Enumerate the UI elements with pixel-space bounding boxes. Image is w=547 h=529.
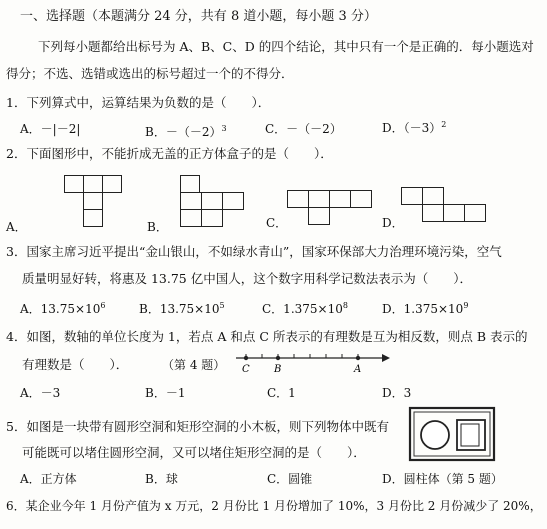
section-heading: 一、选择题（本题满分 24 分，共有 8 道小题，每小题 3 分） [20, 9, 377, 24]
q4-option-c: C．1 [267, 386, 296, 400]
q6-stem: 6．某企业今年 1 月份产值为 x 万元，2 月份比 1 月份增加了 10%，3 月份比 2 月份减少了 20%， [6, 499, 542, 513]
point-b [276, 356, 280, 360]
q5-stem-line1: 5．如图是一块带有圆形空洞和矩形空洞的小木板，则下列物体中既有 [6, 419, 389, 434]
q3-stem-line2: 质量明显好转，将惠及 13.75 亿中国人，这个数字用科学记数法表示为（ ）． [22, 271, 472, 286]
q2-stem: 2．下面图形中，不能折成无盖的正方体盒子的是（ ）． [6, 146, 333, 161]
q4-stem-line2: 有理数是（ ）． [22, 357, 129, 372]
q5-option-c: C．圆锥 [267, 472, 313, 486]
q4-stem-line1: 4．如图，数轴的单位长度为 1，若点 A 和点 C 所表示的有理数是互为相反数，则点 B 表示的 [6, 329, 528, 344]
q3-option-b: B．$13.75\times 10^5$ [139, 301, 225, 316]
q4-figure-caption: （第 4 题） [162, 358, 226, 372]
q2-option-d: D． [382, 216, 404, 230]
q5-wooden-board [408, 406, 498, 464]
number-line-arrow [382, 354, 390, 362]
circular-hole [421, 421, 449, 449]
label-b: B [274, 364, 282, 375]
q5-option-a: A．正方体 [20, 472, 77, 486]
point-c [244, 356, 248, 360]
q4-option-a: A．－3 [20, 386, 61, 400]
q5-option-d: D．圆柱体（第 5 题） [382, 472, 503, 486]
q4-number-line [232, 348, 392, 378]
q3-option-a: A．$13.75\times 10^6$ [20, 301, 106, 316]
q4-option-b: B．－1 [145, 386, 186, 400]
q2-option-b: B． [147, 220, 168, 234]
q5-stem-line2: 可能既可以堵住圆形空洞，又可以堵住矩形空洞的是（ ）． [22, 445, 366, 460]
q4-option-d: D．3 [382, 386, 412, 400]
q2-option-c: C． [266, 216, 288, 230]
q1-stem: 1．下列算式中，运算结果为负数的是（ ）． [6, 95, 271, 110]
q5-option-b: B．球 [145, 472, 178, 486]
q1-option-d: D．$(-3)^2$ [382, 120, 447, 135]
q2-option-a: A． [6, 220, 27, 234]
label-a: A [354, 364, 362, 375]
q3-stem-line1: 3．国家主席习近平提出“金山银山，不如绿水青山”，国家环保部大力治理环境污染，空气 [6, 244, 502, 259]
label-c: C [242, 364, 250, 375]
q1-option-a: A．－|－2| [20, 122, 81, 136]
instruction-line2: 得分；不选、选错或选出的标号超过一个的不得分． [6, 66, 294, 81]
q1-option-c: C．－（－2） [265, 122, 342, 136]
q3-option-c: C．$1.375\times 10^8$ [262, 301, 348, 316]
q1-option-b: B．$-(-2)^3$ [145, 124, 227, 139]
instruction-line1: 下列每小题都给出标号为 A、B、C、D 的四个结论，其中只有一个是正确的．每小题选对 [38, 39, 534, 54]
q3-option-d: D．$1.375\times 10^9$ [382, 301, 469, 316]
point-a [356, 356, 360, 360]
